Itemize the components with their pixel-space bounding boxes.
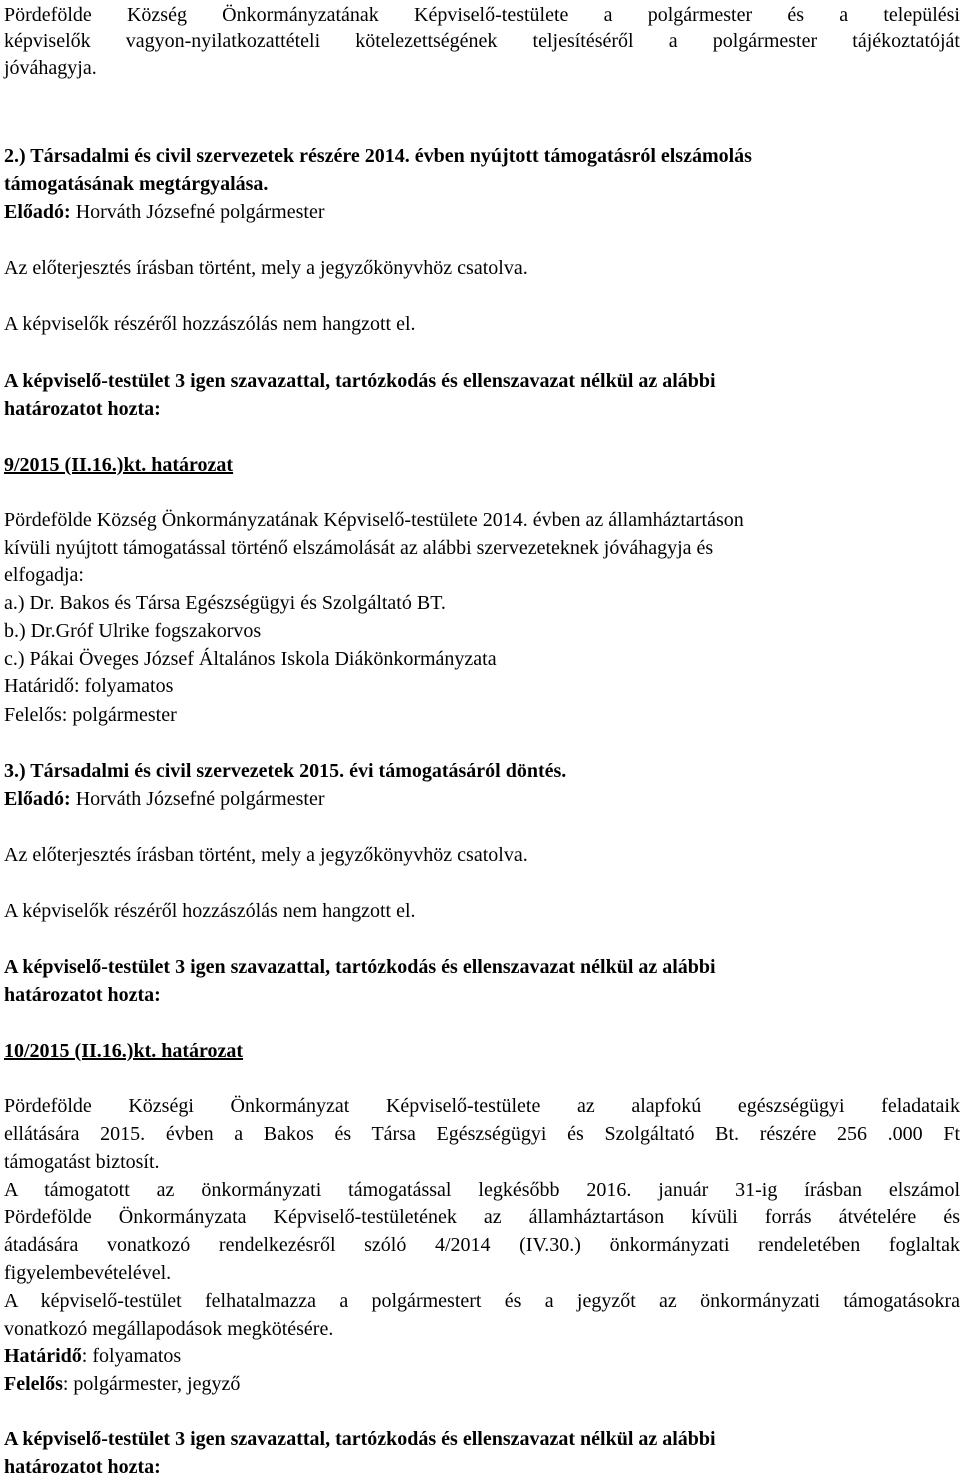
item2-vote-line-2: határozatot hozta:	[4, 398, 161, 420]
item3-deadline	[4, 1343, 181, 1369]
intro-line-1: Pördefölde Község Önkormányzatának Képviselő-testülete a polgármester és a települési	[4, 4, 960, 26]
item2-vote-line-1: A képviselő-testület 3 igen szavazattal, tartózkodás és ellenszavazat nélkül az alábbi	[4, 370, 716, 392]
item3-p2-line-4: figyelembevételével.	[4, 1262, 172, 1284]
item2-proposal: Az előterjesztés írásban történt, mely a jegyzőkönyvhöz csatolva.	[4, 257, 528, 279]
item3-p2-line-2: Pördefölde Önkormányzata Képviselő-testületének az államháztartáson kívüli forrás átvételére és	[4, 1206, 960, 1228]
item2-org-a: a.) Dr. Bakos és Társa Egészségügyi és Szolgáltató BT.	[4, 592, 446, 614]
item3-comments: A képviselők részéről hozzászólás nem hangzott el.	[4, 900, 416, 922]
item3-title: 3.) Társadalmi és civil szervezetek 2015. évi támogatásáról döntés.	[4, 760, 567, 782]
item3-proposal: Az előterjesztés írásban történt, mely a jegyzőkönyvhöz csatolva.	[4, 844, 528, 866]
item2-body-line-2: kívüli nyújtott támogatással történő elszámolását az alábbi szervezeteknek jóváhagyja és	[4, 537, 714, 559]
item3-p2-line-1: A támogatott az önkormányzati támogatással legkésőbb 2016. január 31-ig írásban elszámol	[4, 1179, 960, 1201]
item3-final-vote-line-1: A képviselő-testület 3 igen szavazattal, tartózkodás és ellenszavazat nélkül az alábbi	[4, 1428, 716, 1450]
item3-p1-line-1: Pördefölde Községi Önkormányzat Képviselő-testülete az alapfokú egészségügyi feladataik	[4, 1095, 960, 1117]
intro-line-3: jóváhagyja.	[4, 57, 97, 79]
item2-body-line-3: elfogadja:	[4, 564, 84, 586]
item3-vote-line-2: határozatot hozta:	[4, 984, 161, 1006]
item2-title-line-1: 2.) Társadalmi és civil szervezetek részére 2014. évben nyújtott támogatásról elszámolás	[4, 145, 752, 167]
item3-presenter	[4, 786, 325, 812]
item2-org-b: b.) Dr.Gróf Ulrike fogszakorvos	[4, 620, 262, 642]
item3-p3-line-2: vonatkozó megállapodások megkötésére.	[4, 1318, 334, 1340]
item2-responsible: Felelős: polgármester	[4, 704, 177, 726]
item3-p2-line-3: átadására vonatkozó rendelkezésről szóló 4/2014 (IV.30.) önkormányzati rendeletében foglaltak	[4, 1234, 960, 1256]
item3-p1-line-3: támogatást biztosít.	[4, 1151, 160, 1173]
item2-body-line-1: Pördefölde Község Önkormányzatának Képviselő-testülete 2014. évben az államháztartáson	[4, 509, 744, 531]
item3-p3-line-1: A képviselő-testület felhatalmazza a polgármestert és a jegyzőt az önkormányzati támogatásokra	[4, 1290, 960, 1312]
item2-presenter	[4, 199, 325, 225]
intro-line-2: képviselők vagyon-nyilatkozattételi kötelezettségének teljesítéséről a polgármester tájékoztatóját	[4, 30, 960, 52]
item2-resolution-number: 9/2015 (II.16.)kt. határozat	[4, 454, 234, 476]
deadline-label: Határidő	[4, 1345, 82, 1367]
item3-responsible	[4, 1371, 240, 1397]
item3-final-vote-line-2: határozatot hozta:	[4, 1456, 161, 1478]
deadline-value: : folyamatos	[81, 1345, 182, 1367]
presenter-name: Horváth Józsefné polgármester	[70, 201, 325, 223]
item3-p1-line-2: ellátására 2015. évben a Bakos és Társa Egészségügyi és Szolgáltató Bt. részére 256 .000 Ft	[4, 1123, 960, 1145]
presenter-label: Előadó:	[4, 788, 71, 810]
item2-deadline: Határidő: folyamatos	[4, 675, 174, 697]
item3-vote-line-1: A képviselő-testület 3 igen szavazattal, tartózkodás és ellenszavazat nélkül az alábbi	[4, 956, 716, 978]
responsible-value: : polgármester, jegyző	[62, 1373, 241, 1395]
item3-resolution-number: 10/2015 (II.16.)kt. határozat	[4, 1040, 244, 1062]
item2-org-c: c.) Pákai Öveges József Általános Iskola Diákönkormányzata	[4, 648, 497, 670]
presenter-name: Horváth Józsefné polgármester	[70, 788, 325, 810]
presenter-label: Előadó:	[4, 201, 71, 223]
item2-comments: A képviselők részéről hozzászólás nem hangzott el.	[4, 313, 416, 335]
responsible-label: Felelős	[4, 1373, 63, 1395]
item2-title-line-2: támogatásának megtárgyalása.	[4, 173, 269, 195]
